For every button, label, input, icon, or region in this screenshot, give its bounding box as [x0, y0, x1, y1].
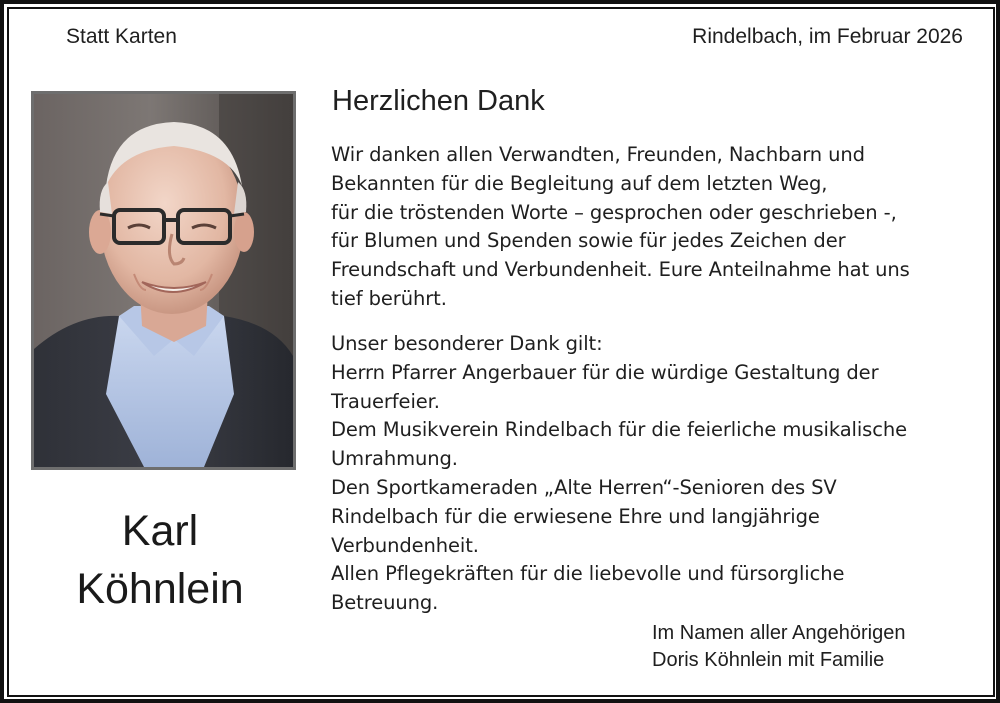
signature-line: Doris Köhnlein mit Familie [652, 649, 885, 671]
text-line: Trauerfeier. [331, 389, 440, 413]
text-line: für Blumen und Spenden sowie für jedes Zeichen der [331, 229, 846, 253]
text-line: Betreuung. [331, 591, 439, 615]
text-line: Wir danken allen Verwandten, Freunden, Nachbarn und [331, 143, 865, 166]
signature-line: Im Namen aller Angehörigen [652, 622, 906, 644]
text-line: Allen Pflegekräften für die liebevolle und fürsorgliche [331, 562, 845, 586]
text-line: Unser besonderer Dank gilt: [331, 332, 603, 355]
deceased-name [31, 502, 289, 618]
signature-block [652, 620, 905, 674]
last-name: Köhnlein [76, 565, 244, 613]
text-line: Freundschaft und Verbundenheit. Eure Anteilnahme hat uns [331, 258, 910, 282]
header-left-text: Statt Karten [66, 25, 177, 48]
portrait-photo [31, 91, 296, 470]
portrait-image [34, 94, 293, 467]
text-line: Bekannten für die Begleitung auf dem letzten Weg, [331, 171, 828, 195]
text-line: für die tröstenden Worte – gesprochen oder geschrieben -, [331, 200, 897, 224]
text-line: tief berührt. [331, 286, 447, 310]
text-line: Umrahmung. [331, 447, 458, 471]
thanks-heading: Herzlichen Dank [332, 85, 545, 117]
text-line: Verbundenheit. [331, 533, 479, 557]
header-place-date: Rindelbach, im Februar 2026 [692, 25, 963, 48]
text-line: Dem Musikverein Rindelbach für die feierliche musikalische [331, 418, 908, 442]
text-line: Herrn Pfarrer Angerbauer für die würdige Gestaltung der [331, 360, 879, 384]
text-line: Den Sportkameraden „Alte Herren“-Senioren des SV [331, 475, 837, 499]
first-name: Karl [121, 507, 199, 555]
thanks-paragraph [331, 141, 910, 314]
text-line: Rindelbach für die erwiesene Ehre und langjährige [331, 504, 820, 528]
special-thanks-paragraph [331, 330, 907, 618]
